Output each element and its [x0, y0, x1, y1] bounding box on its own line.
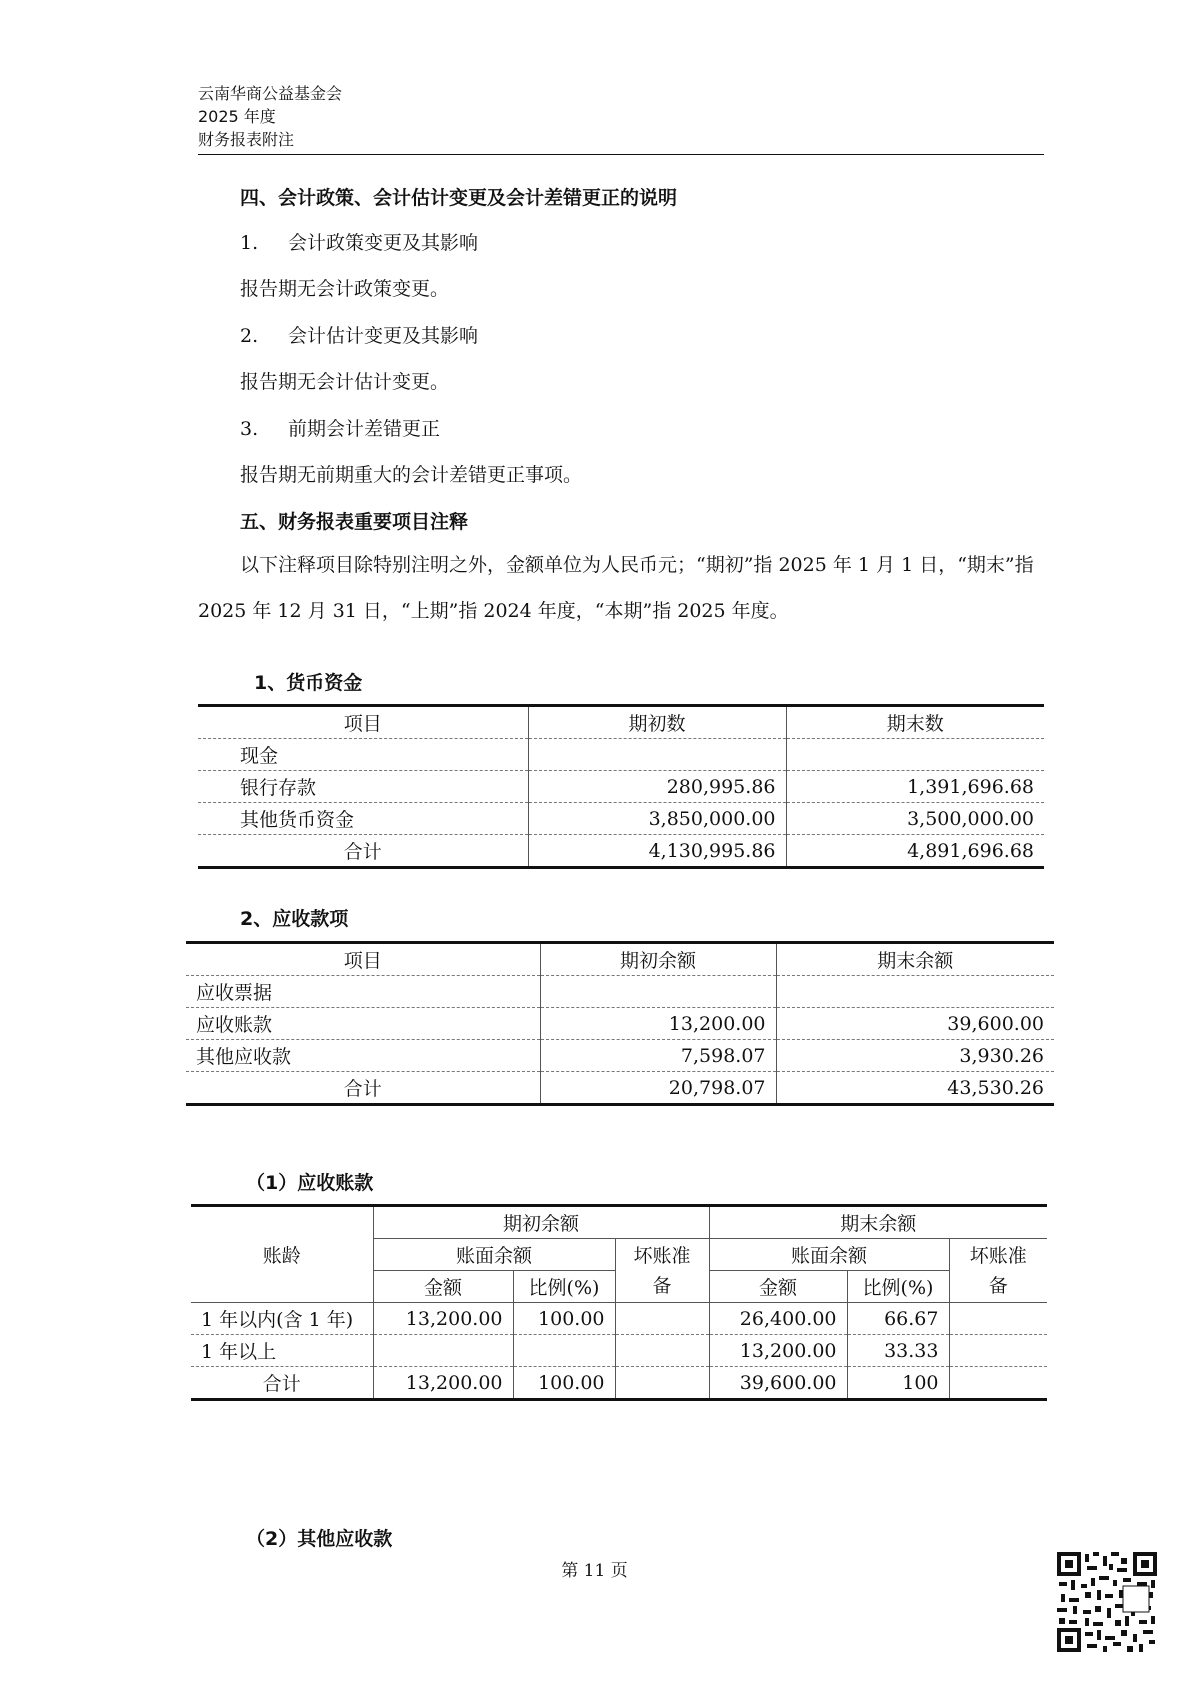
col-header: 项目 — [198, 706, 528, 739]
receivables-table — [186, 941, 1054, 1106]
cell-value — [528, 739, 786, 771]
policy-change-heading — [240, 228, 478, 255]
section5-title: 五、财务报表重要项目注释 — [240, 511, 469, 533]
col-header-begin: 期初余额 — [373, 1206, 709, 1239]
estimate-change-heading — [240, 321, 478, 348]
baddebt-label-line1: 坏账准 — [633, 1244, 691, 1267]
accounts-receivable-aging-table — [191, 1204, 1047, 1401]
cell-value — [776, 976, 1054, 1008]
section4-title: 四、会计政策、会计估计变更及会计差错更正的说明 — [240, 187, 678, 209]
item-title: 前期会计差错更正 — [288, 418, 441, 440]
cell-value: 20,798.07 — [540, 1072, 776, 1105]
row-label: 其他货币资金 — [198, 803, 528, 835]
col-header-age: 账龄 — [191, 1206, 373, 1303]
total-row — [186, 1072, 1054, 1105]
cell-value: 100 — [847, 1367, 949, 1400]
col-header: 期末余额 — [776, 943, 1054, 976]
col-header-book-begin: 账面余额 — [373, 1239, 615, 1271]
page-header — [198, 82, 1044, 155]
col-header: 期末数 — [786, 706, 1044, 739]
cell-value — [615, 1367, 709, 1400]
cell-value: 13,200.00 — [373, 1303, 513, 1335]
row-label: 现金 — [198, 739, 528, 771]
row-label: 应收票据 — [186, 976, 540, 1008]
cell-value: 3,850,000.00 — [528, 803, 786, 835]
row-label: 合计 — [191, 1367, 373, 1400]
org-name: 云南华商公益基金会 — [198, 84, 343, 103]
section5-intro: 以下注释项目除特别注明之外，金额单位为人民币元；“期初”指 2025 年 1 月 1 日，“期末”指 2025 年 12 月 31 日，“上期”指 2024 年度，“本期”指 2025 年度。 — [198, 554, 1034, 622]
item-title: 会计估计变更及其影响 — [288, 325, 479, 347]
row-label: 应收账款 — [186, 1008, 540, 1040]
row-label: 合计 — [186, 1072, 540, 1105]
cash-table — [198, 704, 1044, 869]
col-header: 期初余额 — [540, 943, 776, 976]
estimate-change-body: 报告期无会计估计变更。 — [240, 371, 450, 393]
table-row — [198, 803, 1044, 835]
error-correction-heading — [240, 414, 440, 441]
cell-value: 13,200.00 — [373, 1367, 513, 1400]
cell-value: 7,598.07 — [540, 1040, 776, 1072]
cell-value: 1,391,696.68 — [786, 771, 1044, 803]
col-header-book-end: 账面余额 — [709, 1239, 949, 1271]
col-header: 项目 — [186, 943, 540, 976]
doc-title: 财务报表附注 — [198, 130, 295, 149]
col-header-ratio: 比例(%) — [513, 1271, 615, 1303]
col-header: 期初数 — [528, 706, 786, 739]
table-row — [198, 771, 1044, 803]
cell-value: 26,400.00 — [709, 1303, 847, 1335]
total-row — [191, 1367, 1047, 1400]
table-row — [186, 976, 1054, 1008]
cell-value: 280,995.86 — [528, 771, 786, 803]
other-receivables-title: （2）其他应收款 — [246, 1528, 393, 1550]
item-number: 2. — [240, 325, 259, 347]
table-row — [198, 739, 1044, 771]
baddebt-label-line2: 备 — [652, 1274, 672, 1297]
cell-value — [615, 1303, 709, 1335]
cell-value: 4,891,696.68 — [786, 835, 1044, 868]
qr-code-icon — [1055, 1550, 1159, 1654]
col-header-baddebt-begin — [615, 1239, 709, 1303]
cell-value: 43,530.26 — [776, 1072, 1054, 1105]
col-header-end: 期末余额 — [709, 1206, 1047, 1239]
table-row — [186, 1008, 1054, 1040]
total-row — [198, 835, 1044, 868]
row-label: 合计 — [198, 835, 528, 868]
item-number: 1. — [240, 232, 259, 254]
table1-title: 1、货币资金 — [254, 672, 363, 694]
row-label: 1 年以上 — [191, 1335, 373, 1367]
cell-value: 39,600.00 — [709, 1367, 847, 1400]
item-number: 3. — [240, 418, 259, 440]
cell-value — [949, 1335, 1047, 1367]
table-row — [186, 1040, 1054, 1072]
table3-title: （1）应收账款 — [246, 1172, 374, 1194]
cell-value: 66.67 — [847, 1303, 949, 1335]
cell-value: 13,200.00 — [540, 1008, 776, 1040]
item-title: 会计政策变更及其影响 — [288, 232, 479, 254]
cell-value — [949, 1367, 1047, 1400]
page-number: 第 11 页 — [561, 1561, 628, 1581]
col-header-amount: 金额 — [709, 1271, 847, 1303]
error-correction-body: 报告期无前期重大的会计差错更正事项。 — [240, 464, 583, 486]
row-label: 1 年以内(含 1 年) — [191, 1303, 373, 1335]
baddebt-label-line1: 坏账准 — [969, 1244, 1027, 1267]
cell-value: 100.00 — [513, 1303, 615, 1335]
cell-value: 4,130,995.86 — [528, 835, 786, 868]
cell-value — [373, 1335, 513, 1367]
col-header-baddebt-end — [949, 1239, 1047, 1303]
cell-value — [615, 1335, 709, 1367]
cell-value — [949, 1303, 1047, 1335]
cell-value: 13,200.00 — [709, 1335, 847, 1367]
cell-value — [513, 1335, 615, 1367]
policy-change-body: 报告期无会计政策变更。 — [240, 278, 450, 300]
cell-value: 3,500,000.00 — [786, 803, 1044, 835]
row-label: 银行存款 — [198, 771, 528, 803]
cell-value — [786, 739, 1044, 771]
cell-value: 39,600.00 — [776, 1008, 1054, 1040]
col-header-amount: 金额 — [373, 1271, 513, 1303]
cell-value — [540, 976, 776, 1008]
baddebt-label-line2: 备 — [988, 1274, 1008, 1297]
table-row — [191, 1303, 1047, 1335]
cell-value: 33.33 — [847, 1335, 949, 1367]
cell-value: 100.00 — [513, 1367, 615, 1400]
report-year: 2025 年度 — [198, 107, 276, 126]
cell-value: 3,930.26 — [776, 1040, 1054, 1072]
table2-title: 2、应收款项 — [240, 908, 349, 930]
row-label: 其他应收款 — [186, 1040, 540, 1072]
col-header-ratio: 比例(%) — [847, 1271, 949, 1303]
table-row — [191, 1335, 1047, 1367]
